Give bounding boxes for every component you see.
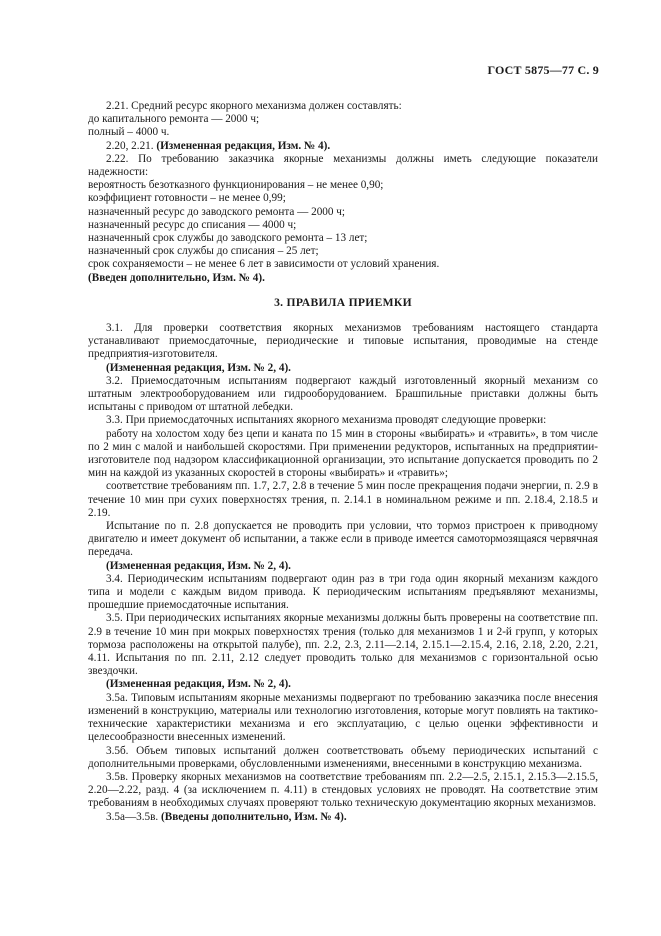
paragraph-2-22: 2.22. По требованию заказчика якорные механизмы должны иметь следующие показатели надежности:	[88, 152, 598, 179]
section-3-body	[88, 322, 598, 824]
paragraph-3-3: 3.3. При приемосдаточных испытаниях якорного механизма проводят следующие проверки:	[106, 414, 547, 427]
paragraph-3-5a: 3.5а. Типовым испытаниям якорные механизмы подвергают по требованию заказчика после внесения изменений в конструкцию, материалы или технологию изготовления, которые могут повлиять на тактико-технические характеристики механизма и его эксплуатацию, с целью оценки эффективности и целесообразности внесенных изменений.	[88, 691, 598, 744]
list-item: до капитального ремонта — 2000 ч;	[88, 113, 260, 126]
list-item: срок сохраняемости – не менее 6 лет в зависимости от условий хранения.	[88, 258, 440, 271]
paragraph-3-5: 3.5. При периодических испытаниях якорные механизмы должны быть проверены на соответствие пп. 2.9 в течение 10 мин при мокрых поверхностях трения (только для механизмов 1 и 2-й групп, у которых тормоза расположены на открытой палубе), пп. 2.2, 2.3, 2.11—2.14, 2.15.1—2.15.4, 2.16, 2.18, 2.20, 2.21, 4.11. Испытания по пп. 2.11, 2.12 следует проводить только для механизмов с горизонтальной осью звездочки.	[88, 612, 598, 678]
page-header: ГОСТ 5875—77 С. 9	[487, 63, 599, 77]
list-item: назначенный срок службы до заводского ремонта – 13 лет;	[88, 232, 368, 245]
amendment-text: (Измененная редакция, Изм. № 4).	[156, 139, 331, 152]
amendment-note: (Измененная редакция, Изм. № 2, 4).	[106, 678, 291, 691]
paragraph-2-21: 2.21. Средний ресурс якорного механизма должен составлять:	[106, 100, 402, 112]
list-item: назначенный ресурс до списания — 4000 ч;	[88, 218, 297, 231]
list-item: назначенный ресурс до заводского ремонта — 2000 ч;	[88, 205, 346, 218]
amendment-note: (Измененная редакция, Изм. № 2, 4).	[106, 361, 291, 374]
list-item: полный – 4000 ч.	[88, 126, 170, 139]
paragraph-3-3-idle-run: работу на холостом ходу без цепи и каната по 15 мин в стороны «выбирать» и «травить», в том числе по 2 мин с малой и наибольшей скоростями. При применении редукторов, испытанных на предприятии-изготовителе под надзором классификационной организации, это испытание допускается проводить по 2 мин на каждой из указанных скоростей в стороны «выбирать» и «травить»;	[88, 427, 598, 480]
amendment-note: (Измененная редакция, Изм. № 2, 4).	[106, 559, 291, 572]
paragraph-3-2: 3.2. Приемосдаточным испытаниям подвергают каждый изготовленный якорный механизм со штатным электрооборудованием или гидрооборудованием. Брашпильные приставки должны быть испытаны с приводом от штатной лебедки.	[88, 374, 598, 414]
amendment-ref: 3.5а—3.5в.	[106, 810, 161, 823]
amendment-note: (Введен дополнительно, Изм. № 4).	[88, 271, 265, 284]
section-2-continuation	[88, 100, 598, 285]
paragraph-3-3-brake-test: Испытание по п. 2.8 допускается не проводить при условии, что тормоз пристроен к приводному двигателю и имеет документ об испытании, а также если в приводе имеется самотормозящаяся червячная передача.	[88, 520, 598, 559]
list-item: коэффициент готовности – не менее 0,99;	[88, 192, 286, 205]
paragraph-3-3-compliance: соответствие требованиям пп. 1.7, 2.7, 2.8 в течение 5 мин после прекращения подачи энергии, п. 2.9 в течение 10 мин при сухих поверхностях трения, п. 2.14.1 в номинальном режиме и пп. 2.18.4, 2.18.5 и 2.19.	[88, 480, 598, 519]
amendment-note	[88, 811, 598, 824]
list-item: назначенный срок службы до списания – 25 лет;	[88, 245, 319, 258]
paragraph-3-1: 3.1. Для проверки соответствия якорных механизмов требованиям настоящего стандарта устанавливают приемосдаточные, периодические и типовые испытания, проводимые на стенде предприятия-изготовителя.	[88, 322, 598, 361]
list-item: вероятность безотказного функционирования – не менее 0,90;	[88, 179, 384, 192]
paragraph-3-5v: 3.5в. Проверку якорных механизмов на соответствие требованиям пп. 2.2—2.5, 2.15.1, 2.15.3—2.15.5, 2.20—2.22, разд. 4 (за исключением п. 4.11) в стендовых условиях не проводят. На соответствие этим требованиям в необходимых случаях проверяют только техническую документацию якорных механизмов.	[88, 770, 598, 810]
paragraph-3-5b: 3.5б. Объем типовых испытаний должен соответствовать объему периодических испытаний с дополнительными проверками, обусловленными изменениями, внесенными в конструкцию механизма.	[88, 744, 598, 770]
amendment-note	[88, 140, 598, 153]
amendment-text: (Введены дополнительно, Изм. № 4).	[161, 810, 347, 823]
paragraph-3-4: 3.4. Периодическим испытаниям подвергают один раз в три года один якорный механизм каждого типа и модели с каждым видом привода. К периодическим испытаниям предъявляют механизмы, прошедшие приемосдаточные испытания.	[88, 572, 598, 612]
section-title: 3. ПРАВИЛА ПРИЕМКИ	[274, 296, 412, 309]
amendment-ref: 2.20, 2.21.	[106, 139, 157, 152]
